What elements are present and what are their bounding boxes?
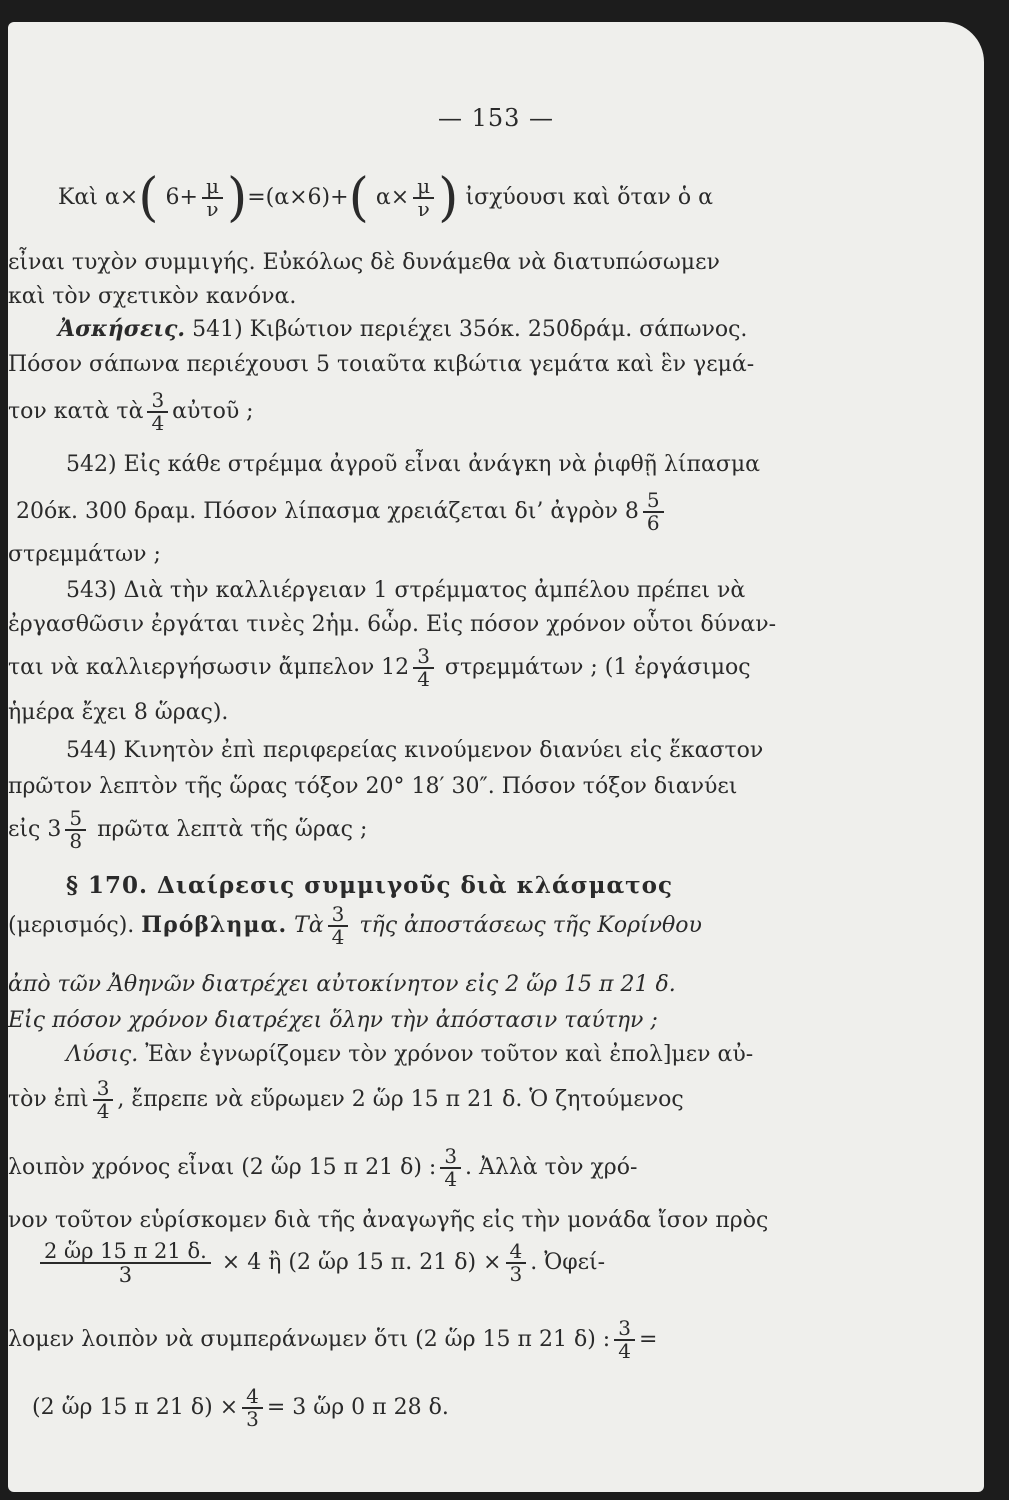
text-line-4 xyxy=(58,316,747,342)
text: 6+ xyxy=(165,185,198,210)
text: 541) Κιβώτιον περιέχει 35όκ. 250δράμ. σάπωνος. xyxy=(192,317,748,342)
numerator: 3 xyxy=(147,390,168,413)
fraction xyxy=(242,1386,263,1430)
text-line-20: Εἰς πόσον χρόνον διατρέχει ὅλην τὴν ἀπόστασιν ταύτην ; xyxy=(8,1008,658,1033)
text-line-13: ἡμέρα ἔχει 8 ὥρας). xyxy=(8,700,229,725)
section-heading: § 170. Διαίρεσις συμμιγοῦς διὰ κλάσματος xyxy=(66,872,674,899)
text: . Ὀφεί- xyxy=(530,1250,606,1276)
text-line-22 xyxy=(8,1078,684,1122)
text: 20όκ. 300 δραμ. Πόσον λίπασμα χρειάζεται δι’ ἀγρὸν 8 xyxy=(16,499,639,524)
text: α× xyxy=(375,185,410,210)
fraction xyxy=(93,1078,114,1122)
text-line-19: ἀπὸ τῶν Ἀθηνῶν διατρέχει αὐτοκίνητον εἰς 2 ὥρ 15 π 21 δ. xyxy=(8,972,676,997)
text-line-9: στρεμμάτων ; xyxy=(8,542,161,567)
denominator: 4 xyxy=(444,1167,458,1191)
denominator: 8 xyxy=(69,829,83,853)
text-line-24: νον τοῦτον εὑρίσκομεν διὰ τῆς ἀναγωγῆς εἰς τὴν μονάδα ἴσον πρὸς xyxy=(8,1208,769,1233)
denominator: ν xyxy=(206,197,219,221)
text: Τὰ xyxy=(294,913,324,938)
text-line-15: πρῶτον λεπτὸν τῆς ὥρας τόξον 20° 18′ 30″. Πόσον τόξον διανύει xyxy=(8,774,738,799)
text-line-5: Πόσον σάπωνα περιέχουσι 5 τοιαῦτα κιβώτια γεμάτα καὶ ἓν γεμά- xyxy=(8,352,755,377)
text: = 3 ὥρ 0 π 28 δ. xyxy=(266,1395,449,1420)
numerator: μ xyxy=(202,176,223,199)
denominator: 4 xyxy=(96,1099,110,1123)
text-line-2: εἶναι τυχὸν συμμιγής. Εὐκόλως δὲ δυνάμεθα νὰ διατυπώσωμεν xyxy=(8,250,720,275)
fraction xyxy=(40,1240,211,1286)
text-line-8 xyxy=(16,490,668,534)
text-line-1 xyxy=(58,168,714,228)
denominator: ν xyxy=(417,197,430,221)
denominator: 4 xyxy=(618,1339,631,1363)
fraction xyxy=(506,1241,527,1285)
numerator: 2 ὥρ 15 π 21 δ. xyxy=(40,1240,211,1264)
text-line-23 xyxy=(8,1146,637,1190)
fraction xyxy=(440,1146,461,1190)
text-line-11: ἐργασθῶσιν ἐργάται τινὲς 2ἡμ. 6ὧρ. Εἰς πόσον χρόνον οὗτοι δύναν- xyxy=(8,612,777,637)
text: = xyxy=(638,1327,658,1352)
exercises-heading: Ἀσκήσεις. xyxy=(58,316,186,342)
text: × 4 ἢ (2 ὥρ 15 π. 21 δ) × xyxy=(221,1250,502,1276)
text-line-21 xyxy=(66,1042,753,1067)
text: λομεν λοιπὸν νὰ συμπεράνωμεν ὅτι (2 ὥρ 15 π 21 δ) : xyxy=(8,1327,611,1352)
denominator: 4 xyxy=(417,667,430,691)
numerator: 5 xyxy=(643,490,664,513)
text: (2 ὥρ 15 π 21 δ) × xyxy=(32,1395,239,1420)
paren: ) xyxy=(226,168,248,228)
text-line-6 xyxy=(8,390,254,434)
text-line-3: καὶ τὸν σχετικὸν κανόνα. xyxy=(8,284,297,309)
text: =(α×6)+ xyxy=(247,185,349,210)
text-line-25 xyxy=(36,1240,605,1286)
text-line-12 xyxy=(8,646,751,690)
text-line-10: 543) Διὰ τὴν καλλιέργειαν 1 στρέμματος ἀμπέλου πρέπει νὰ xyxy=(66,578,746,603)
text: τον κατὰ τὰ xyxy=(8,399,144,424)
numerator: 3 xyxy=(93,1078,114,1101)
text: τὸν ἐπὶ xyxy=(8,1087,89,1112)
text-line-16 xyxy=(8,808,367,852)
text-line-26 xyxy=(8,1318,657,1362)
fraction xyxy=(413,176,434,220)
text-line-27 xyxy=(32,1386,449,1430)
text: , ἔπρεπε νὰ εὕρωμεν 2 ὥρ 15 π 21 δ. Ὁ ζητούμενος xyxy=(117,1087,684,1112)
text: λοιπὸν χρόνος εἶναι (2 ὥρ 15 π 21 δ) : xyxy=(8,1155,437,1180)
numerator: 5 xyxy=(65,808,86,831)
text: Καὶ α× xyxy=(58,185,139,210)
text: εἰς 3 xyxy=(8,817,62,842)
denominator: 3 xyxy=(509,1262,523,1287)
paren: ( xyxy=(348,168,369,228)
numerator: 4 xyxy=(242,1386,263,1409)
denominator: 3 xyxy=(118,1263,133,1288)
text: αὐτοῦ ; xyxy=(172,399,254,424)
fraction xyxy=(643,490,664,534)
text-line-14: 544) Κινητὸν ἐπὶ περιφερείας κινούμενον διανύει εἰς ἕκαστον xyxy=(66,738,764,763)
fraction xyxy=(614,1318,635,1362)
text: . Ἀλλὰ τὸν χρό- xyxy=(465,1155,638,1180)
numerator: 3 xyxy=(440,1146,461,1169)
solution-label: Λύσις. xyxy=(66,1042,139,1067)
fraction xyxy=(65,808,86,852)
numerator: 3 xyxy=(328,904,349,927)
denominator: 4 xyxy=(151,411,165,435)
text: τῆς ἀποστάσεως τῆς Κορίνθου xyxy=(359,913,702,938)
text: ται νὰ καλλιεργήσωσιν ἄμπελον 12 xyxy=(8,655,410,680)
denominator: 3 xyxy=(246,1407,259,1431)
numerator: 3 xyxy=(413,646,434,669)
numerator: 3 xyxy=(614,1318,635,1341)
text: (μερισμός). xyxy=(8,913,135,938)
text-line-18 xyxy=(8,904,702,948)
text: ἰσχύουσι καὶ ὅταν ὁ α xyxy=(465,185,714,210)
numerator: 4 xyxy=(506,1241,527,1264)
page-number: — 153 — xyxy=(437,104,555,132)
book-page xyxy=(8,22,984,1492)
text: πρῶτα λεπτὰ τῆς ὥρας ; xyxy=(97,817,368,842)
text: στρεμμάτων ; (1 ἐργάσιμος xyxy=(444,655,751,680)
paren: ( xyxy=(138,168,159,228)
text: Ἐὰν ἐγνωρίζομεν τὸν χρόνον τοῦτον καὶ ἐπολ]μεν αὐ- xyxy=(145,1042,754,1067)
fraction xyxy=(413,646,434,690)
denominator: 4 xyxy=(331,925,345,949)
denominator: 6 xyxy=(646,511,660,535)
paren: ) xyxy=(438,168,459,228)
numerator: μ xyxy=(413,176,434,199)
problem-heading: Πρόβλημα. xyxy=(141,912,288,938)
fraction xyxy=(147,390,168,434)
fraction xyxy=(202,176,223,220)
text-line-7: 542) Εἰς κάθε στρέμμα ἀγροῦ εἶναι ἀνάγκη νὰ ῥιφθῇ λίπασμα xyxy=(66,452,761,477)
fraction xyxy=(328,904,349,948)
